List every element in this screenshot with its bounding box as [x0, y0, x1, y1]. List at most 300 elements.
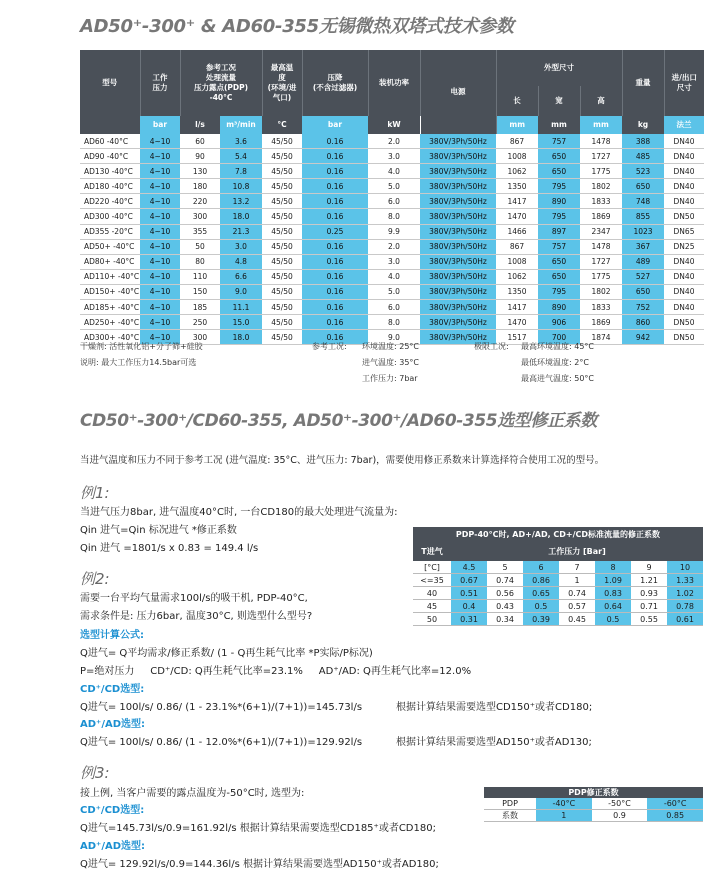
correction-title: PDP-40°C时, AD+/AD, CD+/CD标准流量的修正系数	[413, 527, 703, 541]
table-cell: 4.0	[368, 164, 420, 179]
pressure-cell: 5	[487, 561, 523, 574]
pressure-cell: 6	[523, 561, 559, 574]
table-cell: 6.0	[368, 194, 420, 209]
table-cell: 10.8	[220, 179, 262, 194]
cd-title-ex3: CD⁺/CD选型:	[80, 805, 145, 816]
unit-cell: l/s	[180, 116, 220, 134]
limit-line-1: 最高环境温度: 45°C	[521, 342, 595, 351]
table-row	[80, 254, 704, 269]
table-cell: 650	[538, 254, 580, 269]
correction-cell: 1.21	[631, 574, 667, 587]
table-cell: 45/50	[262, 164, 302, 179]
table-cell: 1417	[496, 194, 538, 209]
col-supply: 电源	[420, 50, 496, 134]
table-cell: AD110+ -40°C	[80, 269, 140, 284]
table-row	[80, 300, 704, 315]
col-pressure: 工作 压力	[140, 50, 180, 116]
correction-cell: 0.78	[667, 600, 703, 613]
correction-cell: 0.39	[523, 613, 559, 626]
table-row	[80, 269, 704, 284]
table-cell: 1775	[580, 269, 622, 284]
table-cell: DN40	[664, 300, 704, 315]
table-cell: 757	[538, 239, 580, 254]
table-cell: 380V/3Ph/50Hz	[420, 239, 496, 254]
coef-cell: 0.9	[592, 810, 648, 822]
example3-line: 接上例, 当客户需要的露点温度为-50°C时, 选型为:	[80, 788, 305, 799]
table-cell: 380V/3Ph/50Hz	[420, 315, 496, 330]
table-cell: 1833	[580, 300, 622, 315]
table-cell: 1869	[580, 209, 622, 224]
table-cell: 5.0	[368, 284, 420, 299]
table-cell: 380V/3Ph/50Hz	[420, 330, 496, 345]
table-cell: 4~10	[140, 315, 180, 330]
table-cell: 0.25	[302, 224, 368, 239]
table-cell: 1350	[496, 284, 538, 299]
table-cell: AD355 -20°C	[80, 224, 140, 239]
table-cell: 0.16	[302, 194, 368, 209]
table-cell: 4~10	[140, 134, 180, 149]
table-cell: 2.0	[368, 239, 420, 254]
table-cell: 45/50	[262, 149, 302, 164]
correction-cell: 0.65	[523, 587, 559, 600]
table-cell: 380V/3Ph/50Hz	[420, 194, 496, 209]
pdp-cell: -40°C	[536, 798, 592, 810]
correction-cell: 50	[413, 613, 451, 626]
correction-cell: 0.67	[451, 574, 487, 587]
table-cell: 795	[538, 209, 580, 224]
ad-calc-ex2: Q进气= 100l/s/ 0.86/ (1 - 12.0%*(6+1)/(7+1))=129.92l/s	[80, 737, 363, 748]
correction-cell: 0.45	[559, 613, 595, 626]
example1-title: 例1:	[80, 484, 110, 502]
example2-line-1: 需要一台平均气量需求100l/s的吸干机, PDP-40°C,	[80, 593, 308, 604]
table-cell: 1466	[496, 224, 538, 239]
correction-cell: 0.34	[487, 613, 523, 626]
table-cell: DN65	[664, 224, 704, 239]
unit-cell: m³/min	[220, 116, 262, 134]
table-cell: AD180 -40°C	[80, 179, 140, 194]
table-cell: 1874	[580, 330, 622, 345]
table-cell: DN40	[664, 194, 704, 209]
ad-title-ex3: AD⁺/AD选型:	[80, 841, 146, 852]
p-label: 工作压力 [Bar]	[451, 541, 703, 561]
table-cell: 45/50	[262, 134, 302, 149]
table-cell: 18.0	[220, 330, 262, 345]
table-cell: 855	[622, 209, 664, 224]
table-cell: 4~10	[140, 164, 180, 179]
col-len: 长	[496, 86, 538, 116]
table-row	[80, 149, 704, 164]
correction-cell: 0.86	[523, 574, 559, 587]
unit-cell: °C	[262, 116, 302, 134]
table-cell: 388	[622, 134, 664, 149]
correction-cell: 0.71	[631, 600, 667, 613]
coef-cell: 0.85	[647, 810, 703, 822]
table-cell: DN50	[664, 315, 704, 330]
correction-cell: 40	[413, 587, 451, 600]
table-cell: 485	[622, 149, 664, 164]
pressure-cell: 4.5	[451, 561, 487, 574]
correction-cell: 0.31	[451, 613, 487, 626]
table-cell: AD300+ -40°C	[80, 330, 140, 345]
table-cell: 650	[622, 284, 664, 299]
table-cell: 1775	[580, 164, 622, 179]
pressure-row	[413, 561, 703, 574]
table-cell: 1833	[580, 194, 622, 209]
correction-row	[413, 613, 703, 626]
table-cell: 380V/3Ph/50Hz	[420, 269, 496, 284]
table-cell: 4~10	[140, 224, 180, 239]
table-cell: AD220 -40°C	[80, 194, 140, 209]
table-cell: AD300 -40°C	[80, 209, 140, 224]
correction-cell: 0.93	[631, 587, 667, 600]
table-cell: 60	[180, 134, 220, 149]
table-cell: 110	[180, 269, 220, 284]
table-cell: 1802	[580, 284, 622, 299]
table-cell: 0.16	[302, 134, 368, 149]
col-power: 装机功率	[368, 50, 420, 116]
table-cell: 1517	[496, 330, 538, 345]
table-cell: 90	[180, 149, 220, 164]
table-cell: 380V/3Ph/50Hz	[420, 224, 496, 239]
table-cell: 0.16	[302, 315, 368, 330]
cd-title-ex2: CD⁺/CD选型:	[80, 684, 145, 695]
unit-cell: 法兰	[664, 116, 704, 134]
correction-cell: 0.74	[487, 574, 523, 587]
table-cell: 0.16	[302, 254, 368, 269]
example1-line-1: 当进气压力8bar, 进气温度40°C时, 一台CD180的最大处理进气流量为:	[80, 507, 398, 518]
formula-legend: P=绝对压力 CD⁺/CD: Q再生耗气比率=23.1% AD⁺/AD: Q再生耗气比率=12.0%	[80, 666, 472, 677]
correction-cell: 0.5	[523, 600, 559, 613]
table-cell: DN25	[664, 239, 704, 254]
col-dims: 外型尺寸	[496, 50, 622, 86]
correction-cell: 0.4	[451, 600, 487, 613]
correction-cell: 0.43	[487, 600, 523, 613]
table-cell: 180	[180, 179, 220, 194]
table-cell: 13.2	[220, 194, 262, 209]
col-temp: 最高温 度 (环境/进 气口)	[262, 50, 302, 116]
example1-line-3: Qin 进气 =1801/s x 0.83 = 149.4 l/s	[80, 543, 259, 554]
table-cell: 380V/3Ph/50Hz	[420, 134, 496, 149]
table-cell: AD90 -40°C	[80, 149, 140, 164]
intro-text: 当进气温度和压力不同于参考工况 (进气温度: 35°C、进气压力: 7bar)，需要使用修正系数来计算选择符合使用工况的型号。	[80, 455, 605, 466]
table-cell: 8.0	[368, 209, 420, 224]
table-row	[80, 315, 704, 330]
ref-line-2: 进气温度: 35°C	[362, 358, 420, 367]
pdp-title: PDP修正系数	[484, 787, 703, 798]
col-hgt: 高	[580, 86, 622, 116]
table-cell: 45/50	[262, 194, 302, 209]
table-row	[80, 134, 704, 149]
col-wid: 宽	[538, 86, 580, 116]
ad-title-ex2: AD⁺/AD选型:	[80, 719, 146, 730]
table-cell: AD60 -40°C	[80, 134, 140, 149]
correction-row	[413, 587, 703, 600]
pressure-cell: 10	[667, 561, 703, 574]
ad-result-ex2: 根据计算结果需要选型AD150⁺或者AD130;	[396, 737, 592, 748]
table-cell: DN40	[664, 149, 704, 164]
table-cell: 0.16	[302, 179, 368, 194]
table-cell: DN50	[664, 209, 704, 224]
table-cell: 5.4	[220, 149, 262, 164]
table-cell: 380V/3Ph/50Hz	[420, 179, 496, 194]
example1-line-2: Qin 进气=Qin 标况进气 *修正系数	[80, 525, 237, 536]
table-cell: 250	[180, 315, 220, 330]
table-cell: 380V/3Ph/50Hz	[420, 164, 496, 179]
table-cell: 45/50	[262, 300, 302, 315]
correction-cell: 1.09	[595, 574, 631, 587]
cd-result-ex2: 根据计算结果需要选型CD150⁺或者CD180;	[396, 702, 593, 713]
table-cell: AD185+ -40°C	[80, 300, 140, 315]
table-cell: 4~10	[140, 239, 180, 254]
unit-cell: bar	[140, 116, 180, 134]
table-cell: DN40	[664, 164, 704, 179]
table-cell: 45/50	[262, 254, 302, 269]
ref-line-3: 工作压力: 7bar	[362, 374, 418, 383]
table-row	[80, 239, 704, 254]
table-cell: 4~10	[140, 269, 180, 284]
table-cell: 220	[180, 194, 220, 209]
table-row	[80, 224, 704, 239]
table-cell: 0.16	[302, 209, 368, 224]
cd-calc-ex3: Q进气=145.73l/s/0.9=161.92l/s 根据计算结果需要选型CD185⁺或者CD180;	[80, 823, 436, 834]
table-cell: 489	[622, 254, 664, 269]
table-cell: 130	[180, 164, 220, 179]
table-cell: 2.0	[368, 134, 420, 149]
correction-cell: 1	[559, 574, 595, 587]
table-cell: 45/50	[262, 269, 302, 284]
table-row	[80, 179, 704, 194]
cd-calc-ex2: Q进气= 100l/s/ 0.86/ (1 - 23.1%*(6+1)/(7+1))=145.73l/s	[80, 702, 363, 713]
table-cell: 18.0	[220, 209, 262, 224]
table-cell: 867	[496, 134, 538, 149]
table-cell: 4~10	[140, 300, 180, 315]
table-cell: 3.0	[368, 149, 420, 164]
unit-cell: mm	[580, 116, 622, 134]
example3-title: 例3:	[80, 764, 110, 782]
pressure-cell: 9	[631, 561, 667, 574]
unit-cell: kW	[368, 116, 420, 134]
table-cell: 1869	[580, 315, 622, 330]
table-cell: 380V/3Ph/50Hz	[420, 254, 496, 269]
correction-cell: 1.02	[667, 587, 703, 600]
page-title: AD50⁺-300⁺ & AD60-355无锡微热双塔式技术参数	[80, 16, 514, 37]
col-port: 进/出口 尺寸	[664, 50, 704, 116]
example2-title: 例2:	[80, 570, 110, 588]
table-cell: 45/50	[262, 284, 302, 299]
pressure-cell: 7	[559, 561, 595, 574]
table-cell: 1802	[580, 179, 622, 194]
table-cell: 45/50	[262, 315, 302, 330]
correction-cell: 0.83	[595, 587, 631, 600]
table-cell: 45/50	[262, 239, 302, 254]
coef-cell: 1	[536, 810, 592, 822]
table-cell: DN40	[664, 269, 704, 284]
table-cell: 1062	[496, 269, 538, 284]
table-cell: AD150+ -40°C	[80, 284, 140, 299]
spec-table	[80, 50, 704, 345]
limit-line-3: 最高进气温度: 50°C	[521, 374, 595, 383]
table-cell: 3.0	[368, 254, 420, 269]
table-cell: 757	[538, 134, 580, 149]
table-cell: 1478	[580, 134, 622, 149]
table-cell: 650	[622, 179, 664, 194]
pdp-row-label: PDP	[484, 798, 536, 810]
table-cell: 45/50	[262, 179, 302, 194]
col-weight: 重量	[622, 50, 664, 116]
table-cell: 4.0	[368, 269, 420, 284]
table-row	[80, 209, 704, 224]
table-cell: 2347	[580, 224, 622, 239]
table-cell: 897	[538, 224, 580, 239]
pressure-cell: 8	[595, 561, 631, 574]
note-pressure: 说明: 最大工作压力14.5bar可选	[80, 358, 197, 367]
correction-cell: 0.55	[631, 613, 667, 626]
correction-cell: 0.61	[667, 613, 703, 626]
table-cell: 942	[622, 330, 664, 345]
table-cell: 4~10	[140, 149, 180, 164]
table-cell: 380V/3Ph/50Hz	[420, 300, 496, 315]
table-cell: 650	[538, 164, 580, 179]
table-cell: 0.16	[302, 269, 368, 284]
table-cell: 45/50	[262, 330, 302, 345]
table-cell: AD50+ -40°C	[80, 239, 140, 254]
limit-label: 极限工况:	[474, 342, 509, 351]
unit-row	[80, 116, 704, 134]
table-cell: AD130 -40°C	[80, 164, 140, 179]
col-flow: 参考工况 处理流量 压力露点(PDP) -40°C	[180, 50, 262, 116]
table-cell: 752	[622, 300, 664, 315]
table-cell: 1478	[580, 239, 622, 254]
table-cell: DN40	[664, 284, 704, 299]
table-cell: DN50	[664, 330, 704, 345]
table-cell: 3.6	[220, 134, 262, 149]
table-cell: 0.16	[302, 239, 368, 254]
table-cell: 3.0	[220, 239, 262, 254]
correction-cell: 45	[413, 600, 451, 613]
table-cell: 4~10	[140, 330, 180, 345]
table-cell: 890	[538, 194, 580, 209]
correction-cell: 0.57	[559, 600, 595, 613]
table-cell: 380V/3Ph/50Hz	[420, 149, 496, 164]
table-cell: 4~10	[140, 254, 180, 269]
table-cell: 150	[180, 284, 220, 299]
table-cell: DN40	[664, 179, 704, 194]
unit-cell: bar	[302, 116, 368, 134]
ref-line-1: 环境温度: 25°C	[362, 342, 420, 351]
table-cell: 1470	[496, 209, 538, 224]
correction-cell: 0.51	[451, 587, 487, 600]
table-cell: 0.16	[302, 284, 368, 299]
table-cell: 0.16	[302, 330, 368, 345]
table-cell: 9.9	[368, 224, 420, 239]
correction-cell: <=35	[413, 574, 451, 587]
table-cell: 7.8	[220, 164, 262, 179]
ref-label: 参考工况:	[312, 342, 347, 351]
table-cell: AD250+ -40°C	[80, 315, 140, 330]
correction-cell: 0.5	[595, 613, 631, 626]
table-cell: 9.0	[220, 284, 262, 299]
table-cell: 0.16	[302, 300, 368, 315]
col-model: 型号	[80, 50, 140, 116]
table-cell: 4~10	[140, 179, 180, 194]
table-cell: 380V/3Ph/50Hz	[420, 284, 496, 299]
table-cell: 367	[622, 239, 664, 254]
table-cell: 4~10	[140, 284, 180, 299]
table-cell: 1008	[496, 254, 538, 269]
table-cell: 4~10	[140, 209, 180, 224]
correction-cell: 0.74	[559, 587, 595, 600]
table-cell: 1350	[496, 179, 538, 194]
table-cell: 1727	[580, 254, 622, 269]
table-cell: 9.0	[368, 330, 420, 345]
pdp-cell: -60°C	[647, 798, 703, 810]
table-cell: 15.0	[220, 315, 262, 330]
table-cell: 300	[180, 209, 220, 224]
table-cell: 355	[180, 224, 220, 239]
table-cell: 795	[538, 179, 580, 194]
table-cell: 650	[538, 149, 580, 164]
table-cell: 1062	[496, 164, 538, 179]
table-cell: 6.6	[220, 269, 262, 284]
coef-row-label: 系数	[484, 810, 536, 822]
table-cell: 1727	[580, 149, 622, 164]
table-cell: 45/50	[262, 224, 302, 239]
table-cell: 0.16	[302, 149, 368, 164]
table-cell: 527	[622, 269, 664, 284]
formula-text: Q进气= Q平均需求/修正系数/ (1 - Q再生耗气比率 *P实际/P标况)	[80, 648, 373, 659]
table-cell: 650	[538, 269, 580, 284]
table-cell: 1470	[496, 315, 538, 330]
unit-cell: [°C]	[413, 561, 451, 574]
table-cell: 4.8	[220, 254, 262, 269]
table-cell: DN40	[664, 254, 704, 269]
unit-cell: kg	[622, 116, 664, 134]
table-cell: 45/50	[262, 209, 302, 224]
table-cell: 1008	[496, 149, 538, 164]
correction-row	[413, 574, 703, 587]
note-desiccant: 干燥剂: 活性氧化铝+分子筛+硅胶	[80, 342, 203, 351]
col-drop: 压降 (不含过滤器)	[302, 50, 368, 116]
unit-cell: mm	[496, 116, 538, 134]
table-cell: 4~10	[140, 194, 180, 209]
table-row	[80, 164, 704, 179]
table-cell: 50	[180, 239, 220, 254]
pdp-table	[484, 787, 703, 822]
pdp-cell: -50°C	[592, 798, 648, 810]
table-cell: 5.0	[368, 179, 420, 194]
ad-calc-ex3: Q进气= 129.92l/s/0.9=144.36l/s 根据计算结果需要选型AD150⁺或者AD180;	[80, 859, 439, 870]
table-cell: 1417	[496, 300, 538, 315]
table-cell: 867	[496, 239, 538, 254]
table-cell: 523	[622, 164, 664, 179]
unit-cell: mm	[538, 116, 580, 134]
table-row	[80, 194, 704, 209]
table-cell: 300	[180, 330, 220, 345]
table-cell: 860	[622, 315, 664, 330]
table-cell: 0.16	[302, 164, 368, 179]
table-cell: 748	[622, 194, 664, 209]
correction-cell: 1.33	[667, 574, 703, 587]
table-cell: 21.3	[220, 224, 262, 239]
correction-table	[413, 527, 703, 626]
example2-line-2: 需求条件是: 压力6bar, 温度30°C, 则选型什么型号?	[80, 611, 313, 622]
table-cell: 795	[538, 284, 580, 299]
table-cell: 185	[180, 300, 220, 315]
limit-line-2: 最低环境温度: 2°C	[521, 358, 589, 367]
table-cell: 6.0	[368, 300, 420, 315]
table-cell: 1023	[622, 224, 664, 239]
correction-cell: 0.56	[487, 587, 523, 600]
